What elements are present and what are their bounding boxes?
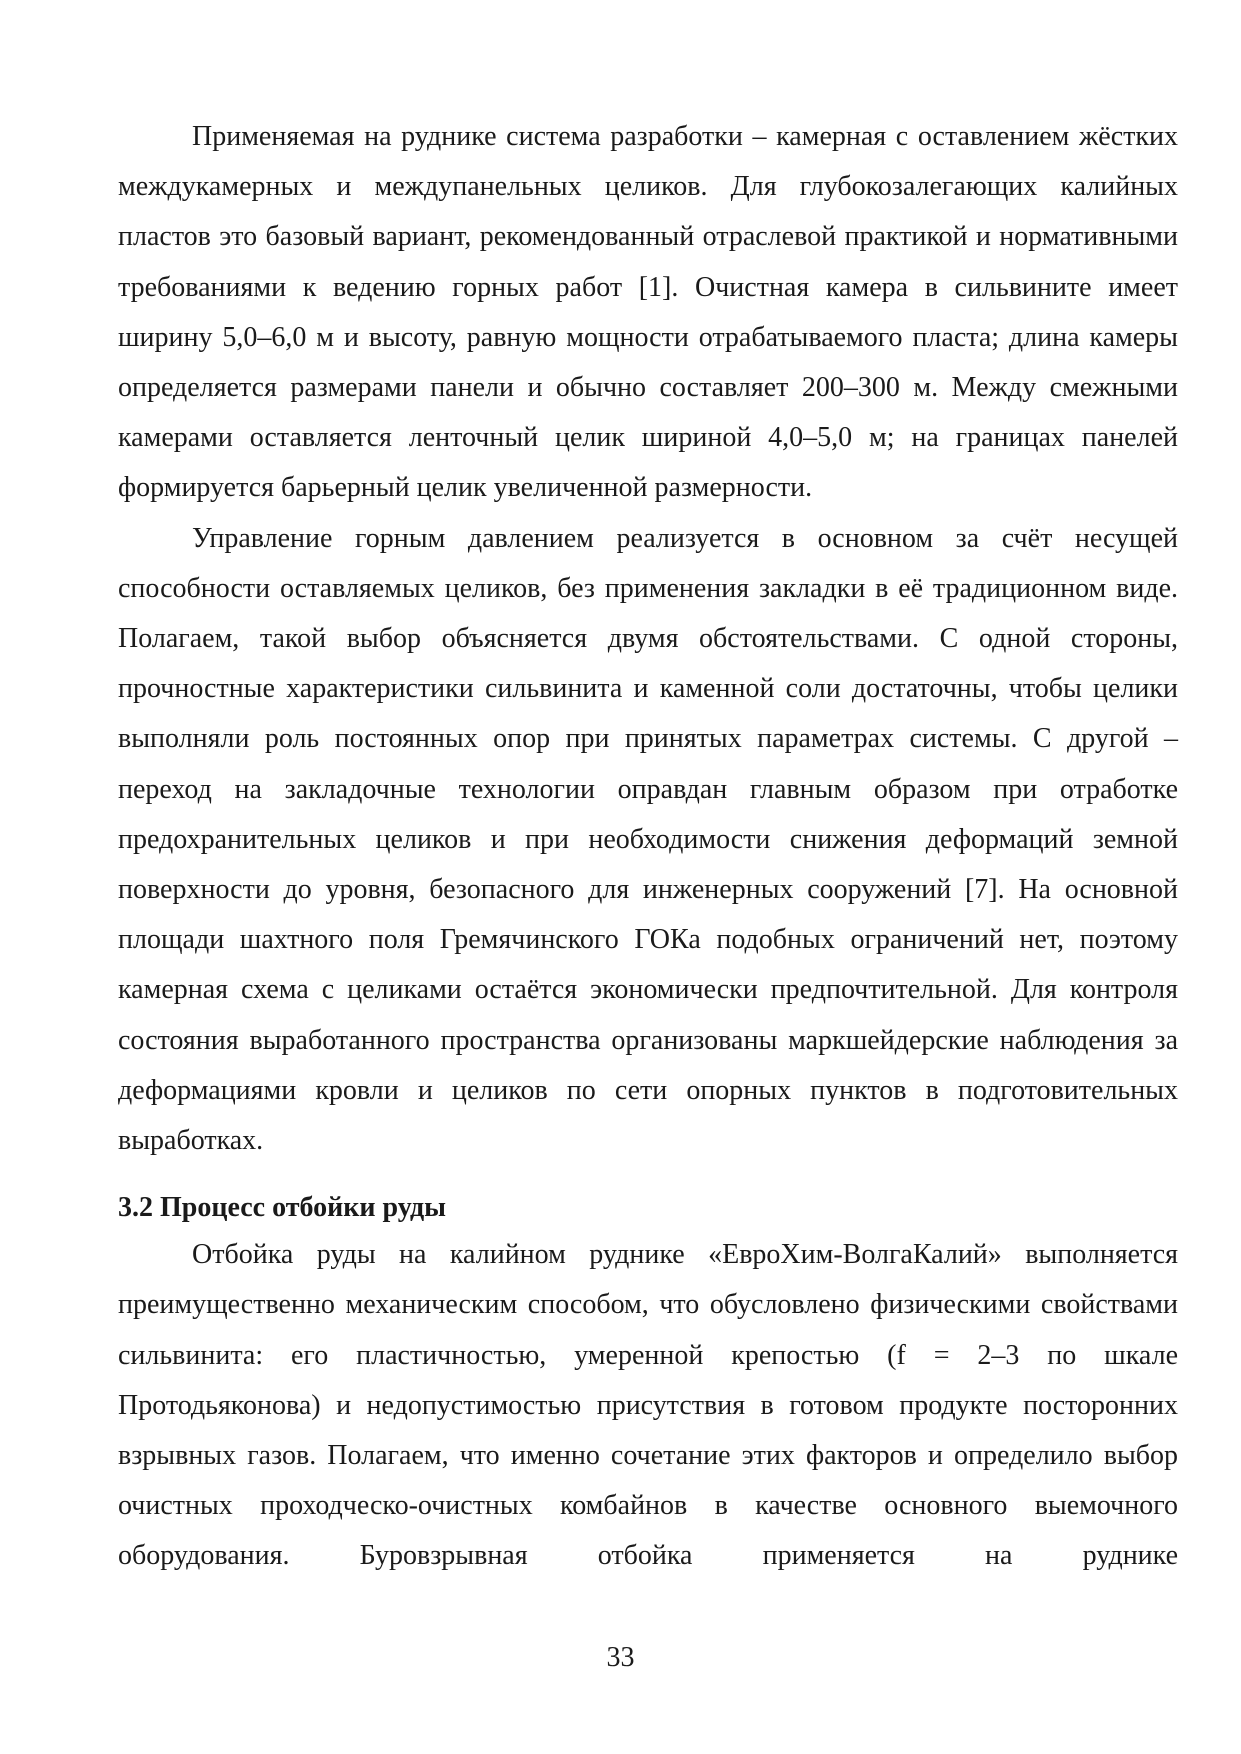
body-paragraph: Отбойка руды на калийном руднике «ЕвроХим-ВолгаКалий» выполняется преимущественно механическим способом, что обусловлено физическими свойствами сильвинита: его пластичностью, умеренной крепостью (f = 2–3 по шкале Протодьяконова) и недопустимостью присутствия в готовом продукте посторонних взрывных газов. Полагаем, что именно сочетание этих факторов и определило выбор очистных проходческо-очистных комбайнов в качестве основного выемочного оборудования. Буровзрывная отбойка применяется на руднике — [118, 1239, 1178, 1572]
section-heading: 3.2 Процесс отбойки руды — [118, 1192, 446, 1224]
body-paragraph: Применяемая на руднике система разработки – камерная с оставлением жёстких междукамерных и междупанельных целиков. Для глубокозалегающих калийных пластов это базовый вариант, рекомендованный отраслевой практикой и нормативными требованиями к ведению горных работ [1]. Очистная камера в сильвините имеет ширину 5,0–6,0 м и высоту, равную мощности отрабатываемого пласта; длина камеры определяется размерами панели и обычно составляет 200–300 м. Между смежными камерами оставляется ленточный целик шириной 4,0–5,0 м; на границах панелей формируется барьерный целик увеличенной размерности. — [118, 121, 1178, 504]
document-page — [118, 112, 1178, 1582]
page-number: 33 — [606, 1642, 635, 1673]
body-paragraph: Управление горным давлением реализуется в основном за счёт несущей способности оставляемых целиков, без применения закладки в её традиционном виде. Полагаем, такой выбор объясняется двумя обстоятельствами. С одной стороны, прочностные характеристики сильвинита и каменной соли достаточны, чтобы целики выполняли роль постоянных опор при принятых параметрах системы. С другой – переход на закладочные технологии оправдан главным образом при отработке предохранительных целиков и при необходимости снижения деформаций земной поверхности до уровня, безопасного для инженерных сооружений [7]. На основной площади шахтного поля Гремячинского ГОКа подобных ограничений нет, поэтому камерная схема с целиками остаётся экономически предпочтительной. Для контроля состояния выработанного пространства организованы маркшейдерские наблюдения за деформациями кровли и целиков по сети опорных пунктов в подготовительных выработках. — [118, 522, 1178, 1157]
